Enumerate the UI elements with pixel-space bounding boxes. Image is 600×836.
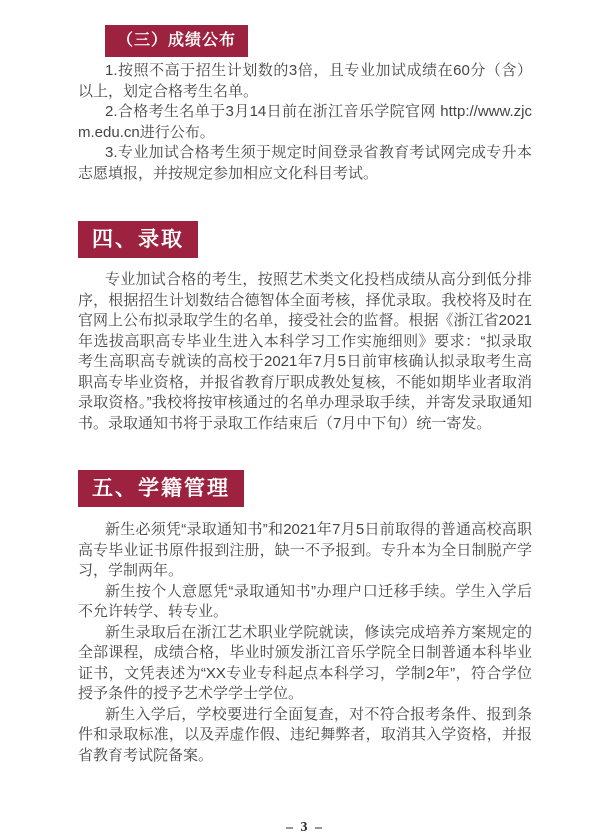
paragraph-study-and-diploma: 新生录取后在浙江艺术职业学院就读，修读完成培养方案规定的全部课程，成绩合格，毕业时颁发浙江音乐学院全日制普通本科毕业证书，文凭表述为“XX专业专科起点本科学习，学制2年”，符合学位授予条件的授予艺术学学士学位。 <box>78 623 532 702</box>
paragraph-admission-policy: 专业加试合格的考生，按照艺术类文化投档成绩从高分到低分排序，根据招生计划数结合德智体全面考核，择优录取。我校将及时在官网上公布拟录取学生的名单，接受社会的监督。根据《浙江省2021年选拔高职高专毕业生进入本科学习工作实施细则》要求：“拟录取考生高职高专就读的高校于2021年7月5日前审核确认拟录取考生高职高专毕业资格，并报省教育厅职成教处复核，不能如期毕业者取消录取资格。”我校将按审核通过的名单办理录取手续，并寄发录取通知书。录取通知书将于录取工作结束后（7月中下旬）统一寄发。 <box>78 271 532 432</box>
section-score-publication-body <box>78 61 532 184</box>
paragraph-registration-requirement: 新生必须凭“录取通知书”和2021年7月5日前取得的普通高校高职高专毕业证书原件报到注册，缺一不予报到。专升本为全日制脱产学习，学制两年。 <box>78 521 532 579</box>
heading-badge-student-status: 五、学籍管理 <box>78 470 244 507</box>
section-admission <box>78 184 532 434</box>
section-student-status-body <box>78 520 532 766</box>
page-number: – 3 – <box>286 820 324 835</box>
heading-badge-score-publication: （三）成绩公布 <box>105 25 248 57</box>
paragraph-reexamination: 新生入学后，学校要进行全面复查，对不符合报考条件、报到条件和录取标准，以及弄虚作假、违纪舞弊者，取消其入学资格，并报省教育考试院备案。 <box>78 705 532 764</box>
paragraph-list-announcement: 2.合格考生名单于3月14日前在浙江音乐学院官网 http://www.zjcm.edu.cn进行公布。 <box>78 103 532 141</box>
paragraph-quota-rule: 1.按照不高于招生计划数的3倍，且专业加试成绩在60分（含）以上，划定合格考生名单。 <box>78 62 532 100</box>
page-content <box>78 0 532 836</box>
paragraph-household-transfer: 新生按个人意愿凭“录取通知书”办理户口迁移手续。学生入学后不允许转学、转专业。 <box>78 582 532 620</box>
section-score-publication <box>78 0 532 184</box>
section-student-status <box>78 434 532 766</box>
heading-badge-admission: 四、录取 <box>78 221 198 258</box>
paragraph-application-requirement: 3.专业加试合格考生须于规定时间登录省教育考试网完成专升本志愿填报，并按规定参加相应文化科目考试。 <box>78 144 532 182</box>
section-admission-body <box>78 270 532 434</box>
